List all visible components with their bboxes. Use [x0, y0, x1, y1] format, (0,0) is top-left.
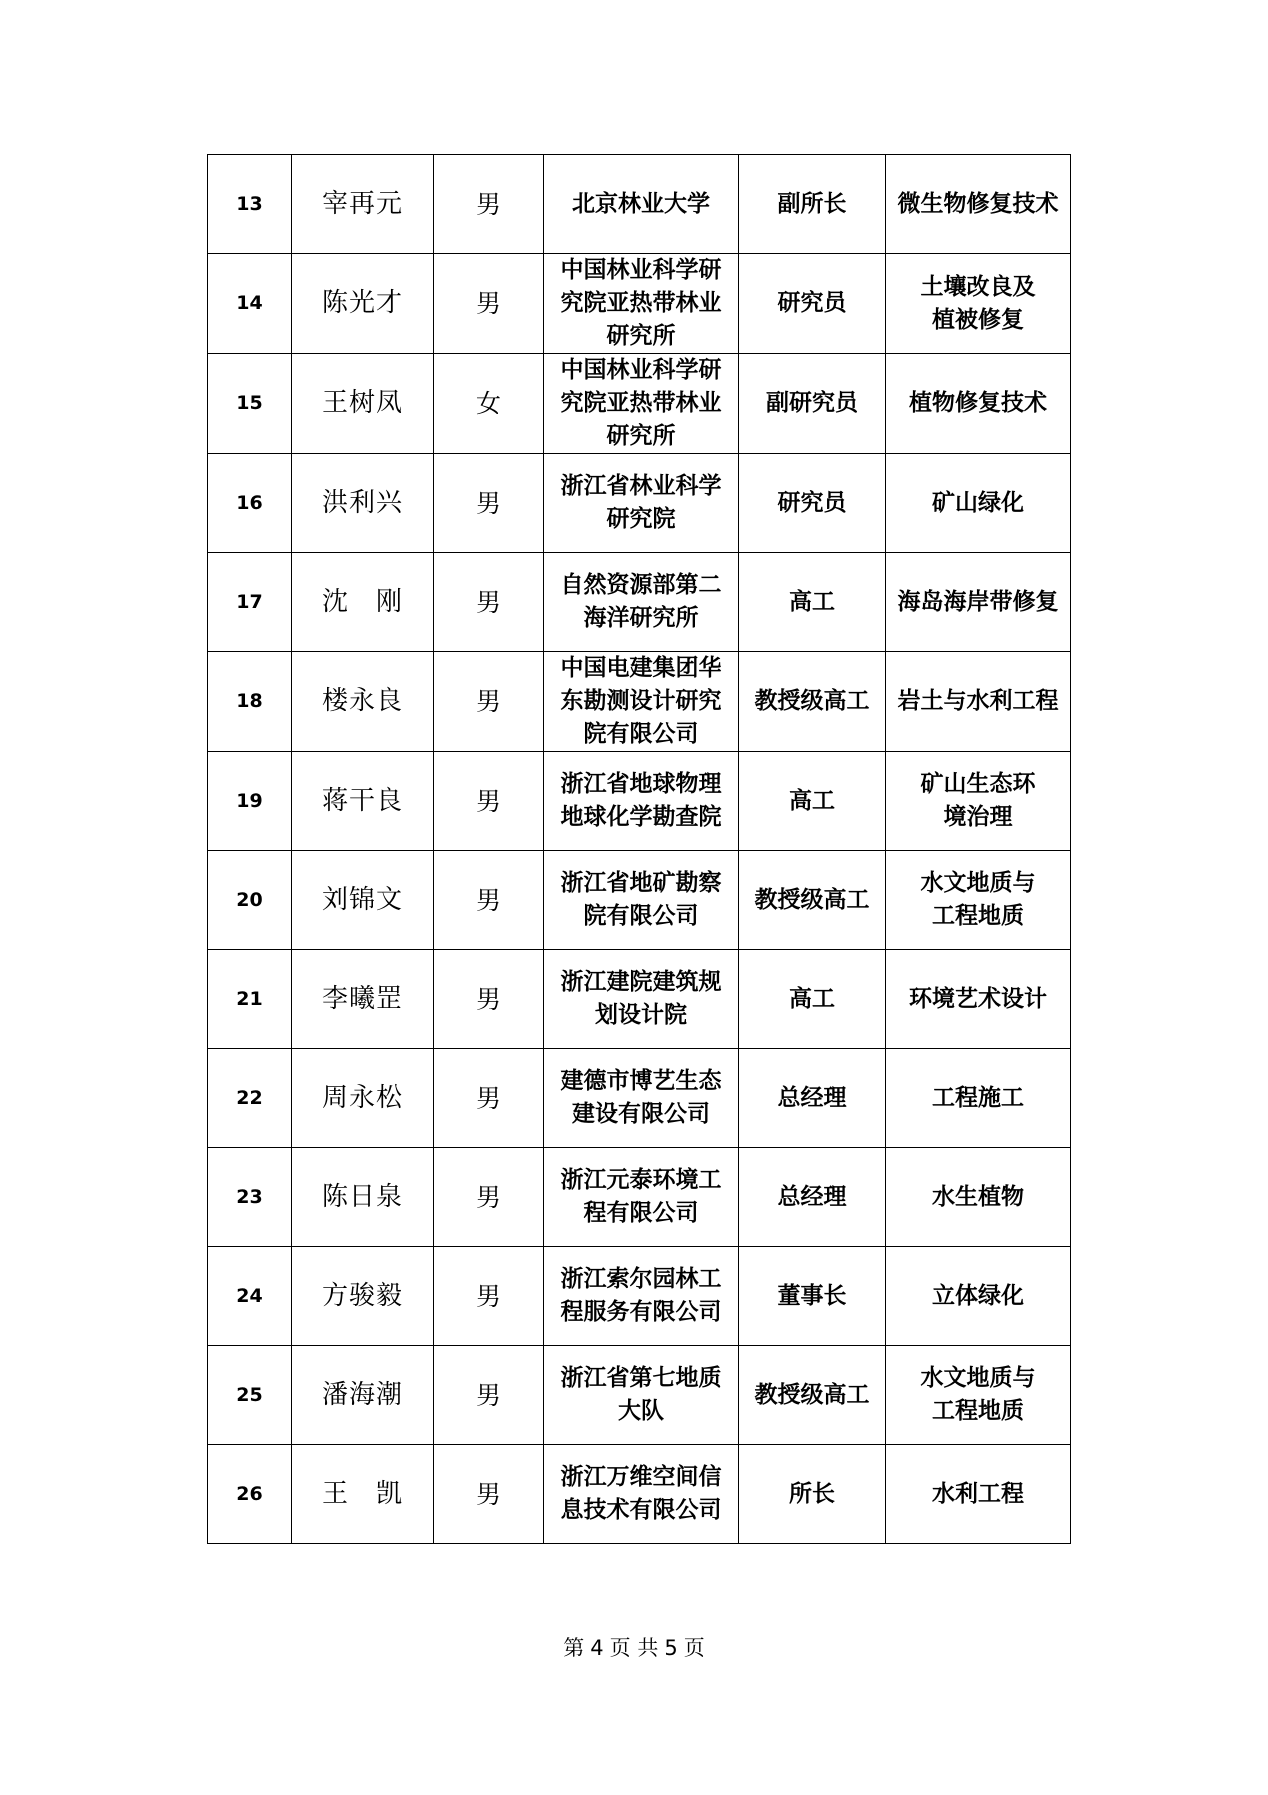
footer-prefix: 第: [563, 1636, 585, 1660]
cell-gender: [434, 454, 544, 553]
table-row: [208, 254, 1071, 354]
cell-gender: [434, 1049, 544, 1148]
cell-title: [739, 454, 886, 553]
cell-gender: [434, 1346, 544, 1445]
cell-name: [292, 752, 434, 851]
cell-organization-text: 自然资源部第二海洋研究所: [560, 572, 722, 631]
cell-number: [208, 851, 292, 950]
cell-title: [739, 155, 886, 254]
cell-field-text: 水文地质与工程地质: [920, 870, 1036, 929]
cell-name: [292, 1445, 434, 1544]
cell-organization-text: 建德市博艺生态建设有限公司: [560, 1068, 722, 1127]
cell-organization-text: 浙江索尔园林工程服务有限公司: [560, 1266, 722, 1325]
cell-title: [739, 1247, 886, 1346]
cell-title: [739, 1049, 886, 1148]
cell-number: [208, 354, 292, 454]
cell-gender-text: 男: [475, 1182, 501, 1212]
cell-gender-text: 男: [475, 488, 501, 518]
table-row: [208, 1346, 1071, 1445]
footer-suffix: 页: [683, 1636, 705, 1660]
cell-organization: [544, 354, 739, 454]
cell-name-text: 周永松: [321, 1082, 403, 1113]
cell-organization: [544, 950, 739, 1049]
cell-name-text: 王 凯: [321, 1478, 403, 1509]
cell-name-text: 方骏毅: [321, 1280, 403, 1311]
cell-title-text: 研究员: [777, 290, 847, 316]
cell-field: [886, 752, 1071, 851]
cell-number-text: 18: [236, 690, 263, 712]
cell-name-text: 陈光才: [321, 288, 403, 318]
cell-field-text: 土壤改良及植被修复: [920, 273, 1036, 333]
cell-number: [208, 652, 292, 752]
cell-organization-text: 北京林业大学: [572, 190, 710, 217]
cell-number: [208, 1247, 292, 1346]
cell-title: [739, 851, 886, 950]
cell-name: [292, 652, 434, 752]
cell-title: [739, 950, 886, 1049]
cell-organization: [544, 1049, 739, 1148]
table-row: [208, 1247, 1071, 1346]
cell-organization-text: 浙江建院建筑规划设计院: [560, 969, 722, 1028]
cell-field-text: 矿山绿化: [932, 489, 1024, 516]
cell-organization-text: 浙江省林业科学研究院: [560, 473, 722, 532]
cell-field-text: 海岛海岸带修复: [897, 588, 1059, 615]
cell-title-text: 高工: [789, 787, 835, 814]
cell-title-text: 总经理: [777, 1084, 847, 1111]
cell-number-text: 22: [236, 1086, 263, 1109]
cell-name-text: 沈 刚: [321, 586, 403, 617]
cell-name: [292, 1148, 434, 1247]
cell-title-text: 教授级高工: [754, 1381, 870, 1408]
cell-field: [886, 1148, 1071, 1247]
cell-name: [292, 950, 434, 1049]
cell-number-text: 23: [236, 1185, 263, 1208]
cell-number-text: 21: [236, 987, 263, 1010]
cell-field-text: 工程施工: [932, 1084, 1024, 1111]
cell-gender: [434, 1247, 544, 1346]
cell-number: [208, 454, 292, 553]
cell-number-text: 26: [236, 1482, 263, 1505]
cell-number-text: 14: [236, 292, 263, 314]
cell-gender-text: 男: [475, 984, 501, 1014]
cell-name: [292, 553, 434, 652]
cell-field: [886, 652, 1071, 752]
cell-organization: [544, 454, 739, 553]
cell-organization-text: 浙江省第七地质大队: [560, 1365, 722, 1424]
cell-title: [739, 1148, 886, 1247]
cell-title: [739, 652, 886, 752]
cell-field-text: 微生物修复技术: [897, 190, 1059, 217]
cell-gender-text: 男: [475, 1083, 501, 1113]
cell-organization: [544, 1247, 739, 1346]
cell-title-text: 高工: [789, 985, 835, 1012]
cell-field: [886, 1247, 1071, 1346]
cell-number: [208, 1346, 292, 1445]
cell-title-text: 教授级高工: [754, 688, 870, 714]
cell-name: [292, 851, 434, 950]
cell-gender-text: 男: [475, 289, 501, 318]
cell-name-text: 刘锦文: [321, 884, 403, 915]
cell-field: [886, 1049, 1071, 1148]
cell-organization: [544, 752, 739, 851]
cell-number-text: 25: [236, 1383, 263, 1406]
cell-number-text: 15: [236, 392, 263, 414]
cell-title: [739, 553, 886, 652]
cell-title-text: 总经理: [777, 1183, 847, 1210]
cell-number-text: 19: [236, 789, 263, 812]
cell-gender: [434, 752, 544, 851]
cell-field-text: 岩土与水利工程: [897, 688, 1059, 714]
cell-field: [886, 1346, 1071, 1445]
cell-gender-text: 男: [475, 1479, 501, 1509]
cell-organization: [544, 155, 739, 254]
cell-title: [739, 752, 886, 851]
table-row: [208, 1049, 1071, 1148]
cell-gender: [434, 254, 544, 354]
cell-name: [292, 454, 434, 553]
cell-field-text: 水利工程: [932, 1480, 1024, 1507]
cell-organization-text: 中国林业科学研究院亚热带林业研究所: [560, 257, 722, 349]
cell-field-text: 水文地质与工程地质: [920, 1365, 1036, 1424]
cell-organization-text: 浙江元泰环境工程有限公司: [560, 1167, 722, 1226]
cell-organization: [544, 652, 739, 752]
cell-title: [739, 1346, 886, 1445]
cell-number-text: 20: [236, 888, 263, 911]
cell-name: [292, 1247, 434, 1346]
cell-name: [292, 155, 434, 254]
cell-gender: [434, 155, 544, 254]
cell-title-text: 副所长: [777, 190, 847, 217]
cell-field-text: 环境艺术设计: [909, 985, 1047, 1012]
cell-field-text: 立体绿化: [932, 1282, 1024, 1309]
cell-title-text: 董事长: [777, 1282, 847, 1309]
cell-field: [886, 155, 1071, 254]
table-row: [208, 155, 1071, 254]
cell-field: [886, 454, 1071, 553]
cell-field-text: 矿山生态环境治理: [920, 771, 1036, 830]
cell-field: [886, 851, 1071, 950]
footer-current-page: 4: [590, 1636, 604, 1660]
table-row: [208, 454, 1071, 553]
cell-number-text: 13: [236, 192, 263, 215]
cell-name: [292, 354, 434, 454]
cell-number: [208, 1148, 292, 1247]
cell-organization: [544, 1445, 739, 1544]
footer-middle: 页 共: [609, 1636, 659, 1660]
table-row: [208, 354, 1071, 454]
cell-organization: [544, 1346, 739, 1445]
cell-number-text: 24: [236, 1284, 263, 1307]
cell-name: [292, 1346, 434, 1445]
table-row: [208, 851, 1071, 950]
cell-name: [292, 1049, 434, 1148]
table-body: [208, 155, 1071, 1544]
cell-gender-text: 男: [475, 1380, 501, 1410]
cell-organization: [544, 1148, 739, 1247]
cell-title-text: 所长: [789, 1480, 835, 1507]
cell-gender-text: 男: [475, 587, 501, 617]
cell-gender-text: 女: [475, 389, 501, 418]
cell-gender: [434, 1148, 544, 1247]
cell-field: [886, 354, 1071, 454]
footer-total-pages: 5: [664, 1636, 678, 1660]
cell-organization-text: 浙江省地矿勘察院有限公司: [560, 870, 722, 929]
cell-organization-text: 中国电建集团华东勘测设计研究院有限公司: [560, 655, 722, 747]
cell-field: [886, 254, 1071, 354]
cell-organization-text: 浙江万维空间信息技术有限公司: [560, 1464, 722, 1523]
cell-title: [739, 1445, 886, 1544]
cell-title-text: 高工: [789, 588, 835, 615]
cell-title: [739, 254, 886, 354]
cell-gender-text: 男: [475, 786, 501, 816]
cell-title-text: 研究员: [777, 489, 847, 516]
cell-field: [886, 950, 1071, 1049]
cell-number: [208, 254, 292, 354]
cell-name-text: 楼永良: [321, 686, 403, 716]
cell-name-text: 蒋干良: [321, 785, 403, 816]
cell-gender: [434, 950, 544, 1049]
table-row: [208, 652, 1071, 752]
cell-gender-text: 男: [475, 1281, 501, 1311]
cell-field: [886, 553, 1071, 652]
cell-gender-text: 男: [475, 189, 501, 219]
cell-organization-text: 中国林业科学研究院亚热带林业研究所: [560, 357, 722, 449]
cell-organization-text: 浙江省地球物理地球化学勘查院: [560, 771, 722, 830]
table-row: [208, 752, 1071, 851]
cell-gender: [434, 354, 544, 454]
cell-title-text: 教授级高工: [754, 886, 870, 913]
cell-field-text: 植物修复技术: [909, 390, 1047, 416]
expert-table: [207, 154, 1071, 1544]
cell-number: [208, 155, 292, 254]
cell-name: [292, 254, 434, 354]
cell-organization: [544, 851, 739, 950]
cell-number-text: 17: [236, 590, 263, 613]
table-row: [208, 1148, 1071, 1247]
cell-number: [208, 950, 292, 1049]
table-row: [208, 553, 1071, 652]
cell-title-text: 副研究员: [766, 390, 858, 416]
cell-gender: [434, 652, 544, 752]
cell-name-text: 王树凤: [321, 388, 403, 418]
cell-gender-text: 男: [475, 687, 501, 716]
cell-number: [208, 752, 292, 851]
cell-number: [208, 1445, 292, 1544]
cell-name-text: 宰再元: [321, 188, 403, 219]
cell-gender: [434, 553, 544, 652]
cell-name-text: 陈日泉: [321, 1181, 403, 1212]
table-row: [208, 950, 1071, 1049]
cell-organization: [544, 553, 739, 652]
cell-field: [886, 1445, 1071, 1544]
cell-gender: [434, 1445, 544, 1544]
cell-field-text: 水生植物: [932, 1183, 1024, 1210]
cell-name-text: 洪利兴: [321, 487, 403, 518]
cell-number: [208, 553, 292, 652]
table-row: [208, 1445, 1071, 1544]
cell-number-text: 16: [236, 491, 263, 514]
cell-name-text: 李曦罡: [321, 983, 403, 1014]
cell-name-text: 潘海潮: [321, 1379, 403, 1410]
cell-gender-text: 男: [475, 885, 501, 915]
cell-number: [208, 1049, 292, 1148]
cell-title: [739, 354, 886, 454]
cell-gender: [434, 851, 544, 950]
cell-organization: [544, 254, 739, 354]
page-footer: [0, 1632, 1268, 1662]
